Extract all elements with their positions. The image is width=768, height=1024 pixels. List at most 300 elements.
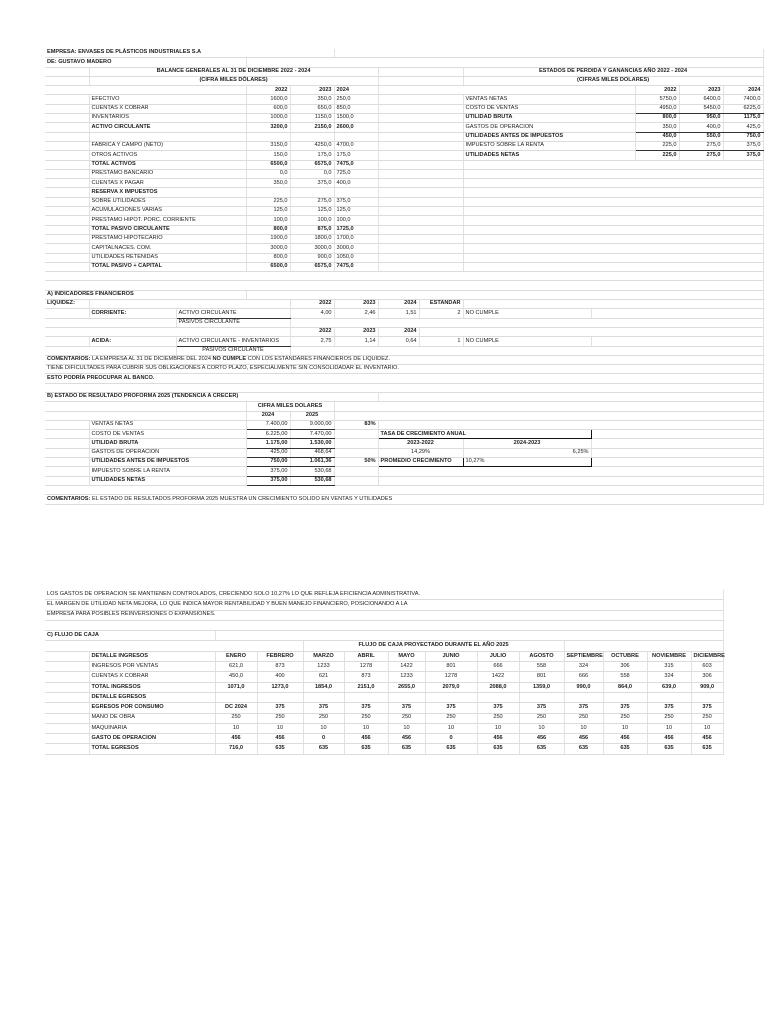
empty-cell — [246, 58, 763, 67]
year-header: 2024 — [334, 86, 378, 95]
balance-value: 6500,0 — [246, 262, 290, 271]
indicator-year: 2024 — [378, 300, 419, 309]
cashflow-value: 2655,0 — [388, 682, 425, 692]
empty-cell — [45, 67, 89, 76]
cashflow-value: 306 — [691, 672, 723, 682]
empty-cell — [45, 448, 89, 457]
income-value: 375,0 — [723, 151, 763, 160]
sheet-row — [45, 151, 763, 160]
empty-cell — [378, 141, 463, 150]
empty-cell — [45, 216, 89, 225]
empty-cell — [45, 485, 763, 494]
balance-label — [89, 132, 246, 141]
balance-value — [290, 132, 334, 141]
empty-cell — [463, 197, 763, 206]
standard-value: 1 — [419, 337, 463, 346]
ratio-value: 0,64 — [378, 337, 419, 346]
cashflow-value: 909,0 — [691, 682, 723, 692]
balance-value — [246, 132, 290, 141]
empty-cell — [378, 179, 463, 188]
empty-cell — [45, 179, 89, 188]
cashflow-value: 1278 — [344, 662, 388, 672]
empty-cell — [45, 141, 89, 150]
cashflow-value: 1359,0 — [519, 682, 564, 692]
cashflow-value: 250 — [477, 713, 519, 723]
sheet-row — [45, 723, 723, 733]
indicators-title: A) INDICADORES FINANCIEROS — [45, 290, 246, 299]
sheet-row — [45, 692, 723, 702]
empty-cell — [45, 402, 246, 411]
empty-cell — [45, 672, 89, 682]
current-ratio-numerator: ACTIVO CIRCULANTE — [176, 309, 290, 318]
empty-cell — [45, 160, 89, 169]
cashflow-value: 375 — [388, 703, 425, 713]
month-header: AGOSTO — [519, 651, 564, 661]
empty-cell — [45, 309, 89, 318]
cashflow-value — [425, 692, 477, 702]
empty-cell — [45, 744, 89, 754]
cashflow-value: 10 — [691, 723, 723, 733]
cashflow-value: 873 — [344, 672, 388, 682]
income-value: 6400,0 — [679, 95, 723, 104]
empty-cell — [591, 430, 763, 439]
balance-label: INVENTARIOS — [89, 114, 246, 123]
cashflow-value: 250 — [257, 713, 303, 723]
cashflow-value: 801 — [425, 662, 477, 672]
sheet-row — [45, 734, 723, 744]
empty-cell — [463, 179, 763, 188]
cashflow-value: 990,0 — [564, 682, 603, 692]
balance-value: 1000,0 — [246, 114, 290, 123]
empty-cell — [378, 262, 463, 271]
cashflow-value: 873 — [257, 662, 303, 672]
empty-cell — [378, 76, 463, 85]
income-value: 275,0 — [679, 151, 723, 160]
sheet-row — [45, 374, 763, 383]
balance-value: 1700,0 — [334, 234, 378, 243]
cashflow-title: C) FLUJO DE CAJA — [45, 631, 215, 641]
cashflow-value — [603, 692, 647, 702]
sheet-row — [45, 281, 763, 290]
sheet-row — [45, 160, 763, 169]
sheet-row — [45, 402, 763, 411]
sheet-row — [45, 346, 763, 355]
cashflow-label: GASTO DE OPERACION — [89, 734, 215, 744]
empty-cell — [45, 318, 176, 327]
cashflow-value: 635 — [303, 744, 344, 754]
empty-cell — [45, 262, 89, 271]
cashflow-value — [691, 692, 723, 702]
cashflow-value: 10 — [257, 723, 303, 733]
proforma-value: 7.470,00 — [290, 430, 334, 439]
cashflow-value: 558 — [603, 672, 647, 682]
empty-cell — [378, 392, 763, 401]
balance-value: 875,0 — [290, 225, 334, 234]
standard-result: NO CUMPLE — [463, 337, 591, 346]
ratio-value: 2,75 — [290, 337, 334, 346]
proforma-label: GASTOS DE OPERACION — [89, 448, 246, 457]
cashflow-value: 558 — [519, 662, 564, 672]
cashflow-value: 10 — [388, 723, 425, 733]
cashflow-value: 635 — [425, 744, 477, 754]
sheet-row — [45, 207, 763, 216]
month-header: FEBRERO — [257, 651, 303, 661]
empty-cell — [378, 123, 463, 132]
sheet-row — [45, 355, 763, 364]
cashflow-value: 375 — [344, 703, 388, 713]
cashflow-value: 10 — [603, 723, 647, 733]
sheet-row — [45, 76, 763, 85]
balance-value: 3000,0 — [290, 244, 334, 253]
empty-cell — [463, 160, 763, 169]
balance-label: TOTAL PASIVO CIRCULANTE — [89, 225, 246, 234]
empty-cell — [45, 692, 89, 702]
cashflow-value — [564, 692, 603, 702]
balance-value: 600,0 — [246, 104, 290, 113]
growth-title: TASA DE CRECIMIENTO ANUAL — [378, 430, 591, 439]
empty-cell — [591, 337, 763, 346]
proforma-label: UTILIDADES NETAS — [89, 476, 246, 485]
cashflow-value: 10 — [344, 723, 388, 733]
year-header: 2023 — [679, 86, 723, 95]
balance-value: 1900,0 — [246, 234, 290, 243]
balance-value: 1600,0 — [246, 95, 290, 104]
balance-value: 6500,0 — [246, 160, 290, 169]
indicator-year: 2023 — [334, 327, 378, 336]
empty-cell — [591, 458, 763, 467]
empty-cell — [246, 290, 763, 299]
cashflow-value: 324 — [564, 662, 603, 672]
cashflow-value: 2088,0 — [477, 682, 519, 692]
comment-text: LA EMPRESA AL 31 DE DICIEMBRE DEL 2024 — [91, 356, 211, 363]
income-value: 1175,0 — [723, 114, 763, 123]
empty-cell — [45, 123, 89, 132]
proforma-year: 2024 — [246, 411, 290, 420]
cashflow-value: 315 — [647, 662, 691, 672]
balance-subtitle: (CIFRA MILES DÓLARES) — [89, 76, 378, 85]
balance-value: 1800,0 — [290, 234, 334, 243]
empty-cell — [45, 151, 89, 160]
month-header: MARZO — [303, 651, 344, 661]
cashflow-value — [388, 692, 425, 702]
avg-growth-value: 10,27% — [463, 458, 591, 467]
cashflow-value: 250 — [388, 713, 425, 723]
cashflow-value: 621,0 — [215, 662, 257, 672]
sheet-row — [45, 703, 723, 713]
balance-value: 3200,0 — [246, 123, 290, 132]
ratio-value: 1,51 — [378, 309, 419, 318]
cashflow-value: 456 — [344, 734, 388, 744]
empty-cell — [45, 327, 290, 336]
balance-value: 7475,0 — [334, 160, 378, 169]
empty-cell — [45, 244, 89, 253]
sheet-row — [45, 420, 763, 429]
sheet-row — [45, 104, 763, 113]
sheet-row — [45, 495, 763, 504]
sheet-row — [45, 430, 763, 439]
empty-cell — [378, 114, 463, 123]
sheet-row — [45, 327, 763, 336]
balance-value: 250,0 — [334, 95, 378, 104]
balance-value: 6575,0 — [290, 160, 334, 169]
sheet-row — [45, 682, 723, 692]
cashflow-value: 10 — [647, 723, 691, 733]
balance-value: 800,0 — [246, 253, 290, 262]
empty-cell — [45, 467, 89, 476]
cashflow-label: TOTAL INGRESOS — [89, 682, 215, 692]
empty-cell — [45, 713, 89, 723]
balance-value: 1500,0 — [334, 114, 378, 123]
proforma-value: 425,00 — [246, 448, 290, 457]
empty-cell — [378, 151, 463, 160]
income-value: 275,0 — [679, 141, 723, 150]
cashflow-value — [519, 692, 564, 702]
empty-cell — [378, 86, 635, 95]
proforma-value: 1.061,36 — [290, 458, 334, 467]
sheet-row — [45, 392, 763, 401]
income-value: 225,0 — [635, 141, 679, 150]
empty-cell — [378, 234, 463, 243]
empty-cell — [378, 95, 463, 104]
cashflow-value: DC 2024 — [215, 703, 257, 713]
balance-value: 850,0 — [334, 104, 378, 113]
sheet-row — [45, 272, 763, 281]
income-value: 425,0 — [723, 123, 763, 132]
indicator-year: 2022 — [290, 300, 334, 309]
balance-value: 900,0 — [290, 253, 334, 262]
empty-cell — [463, 169, 763, 178]
sheet-row — [45, 610, 723, 620]
current-ratio-denominator: PASIVOS CIRCULANTE — [176, 318, 290, 327]
cashflow-value: 635 — [257, 744, 303, 754]
empty-cell — [45, 207, 89, 216]
empty-cell — [45, 169, 89, 178]
month-header: DICIEMBRE — [691, 651, 723, 661]
sheet-row — [45, 290, 763, 299]
empty-cell — [334, 411, 763, 420]
comment-label: COMENTARIOS: — [47, 495, 91, 502]
proforma-label: UTILIDADES ANTES DE IMPUESTOS — [89, 458, 246, 467]
proforma-label: UTILIDAD BRUTA — [89, 439, 246, 448]
sheet-row — [45, 58, 763, 67]
analysis-line: EMPRESA PARA POSIBLES REINVERSIONES O EXPANSIONES. — [45, 610, 723, 620]
balance-value: 1725,0 — [334, 225, 378, 234]
ratio-value: 1,14 — [334, 337, 378, 346]
sheet-row — [45, 95, 763, 104]
cashflow-value: 635 — [564, 744, 603, 754]
balance-value: 2600,0 — [334, 123, 378, 132]
year-header: 2023 — [290, 86, 334, 95]
cashflow-value: 1278 — [425, 672, 477, 682]
cashflow-value: 621 — [303, 672, 344, 682]
growth-period: 2023-2022 — [378, 439, 463, 448]
empty-cell — [334, 402, 763, 411]
year-header: 2024 — [723, 86, 763, 95]
cashflow-value: 10 — [477, 723, 519, 733]
balance-value: 4250,0 — [290, 141, 334, 150]
sheet-row — [45, 216, 763, 225]
proforma-label: VENTAS NETAS — [89, 420, 246, 429]
empty-cell — [45, 458, 89, 467]
cashflow-label: MAQUINARIA — [89, 723, 215, 733]
liquidity-comment — [45, 355, 763, 364]
balance-value: 800,0 — [246, 225, 290, 234]
cashflow-value: 10 — [425, 723, 477, 733]
cashflow-grid — [45, 590, 724, 755]
standard-value: 2 — [419, 309, 463, 318]
cashflow-value — [215, 692, 257, 702]
proforma-value: 6.225,00 — [246, 430, 290, 439]
empty-cell — [45, 620, 723, 630]
growth-value: 14,29% — [378, 448, 463, 457]
sheet-row — [45, 651, 723, 661]
cashflow-value: 456 — [519, 734, 564, 744]
balance-value: 125,0 — [290, 207, 334, 216]
balance-label: CUENTAS X PAGAR — [89, 179, 246, 188]
cashflow-value: 635 — [344, 744, 388, 754]
cashflow-value: 250 — [303, 713, 344, 723]
sheet-row — [45, 620, 723, 630]
empty-cell — [45, 197, 89, 206]
balance-value: 400,0 — [334, 179, 378, 188]
cashflow-value: 250 — [344, 713, 388, 723]
cashflow-value: 0 — [425, 734, 477, 744]
cashflow-value: 306 — [603, 662, 647, 672]
cashflow-value: 375 — [564, 703, 603, 713]
cashflow-value — [344, 692, 388, 702]
empty-cell — [45, 346, 176, 355]
month-header: ABRIL — [344, 651, 388, 661]
empty-cell — [378, 197, 463, 206]
balance-value: 375,0 — [334, 197, 378, 206]
comment-emphasis: NO CUMPLE — [212, 356, 247, 363]
indicator-year: 2022 — [290, 327, 334, 336]
income-subtitle: (CIFRAS MILES DOLARES) — [463, 76, 763, 85]
balance-value: 0,0 — [246, 169, 290, 178]
proforma-value: 9.000,00 — [290, 420, 334, 429]
balance-value: 3150,0 — [246, 141, 290, 150]
sheet-row — [45, 197, 763, 206]
cashflow-value: 0 — [303, 734, 344, 744]
balance-label: ACUMULACIONES VARIAS — [89, 207, 246, 216]
income-label: GASTOS DE OPERACION — [463, 123, 635, 132]
sheet-row — [45, 225, 763, 234]
growth-period: 2024-2023 — [463, 439, 591, 448]
sheet-row — [45, 141, 763, 150]
cashflow-value — [647, 692, 691, 702]
proforma-value: 375,00 — [246, 467, 290, 476]
cashflow-subtitle: FLUJO DE CAJA PROYECTADO DURANTE EL AÑO 2025 — [303, 641, 564, 651]
proforma-percent — [334, 439, 378, 448]
empty-cell — [463, 253, 763, 262]
balance-value: 100,0 — [290, 216, 334, 225]
cashflow-value: 1422 — [477, 672, 519, 682]
cashflow-value: 375 — [603, 703, 647, 713]
income-value: 400,0 — [679, 123, 723, 132]
balance-label: CAPITALNACES. COM. — [89, 244, 246, 253]
cashflow-label: DETALLE EGRESOS — [89, 692, 215, 702]
sheet-row — [45, 337, 763, 346]
sheet-row — [45, 662, 723, 672]
financial-sheet-top — [45, 49, 761, 505]
sheet-row — [45, 114, 763, 123]
income-value: 4950,0 — [635, 104, 679, 113]
company-name: EMPRESA: ENVASES DE PLÁSTICOS INDUSTRIALES S.A — [45, 49, 334, 58]
balance-value: 375,0 — [290, 179, 334, 188]
cashflow-value: 456 — [691, 734, 723, 744]
year-header: 2022 — [246, 86, 290, 95]
empty-cell — [463, 234, 763, 243]
empty-cell — [378, 420, 763, 429]
cashflow-value: 375 — [691, 703, 723, 713]
empty-cell — [378, 253, 463, 262]
sheet-row — [45, 309, 763, 318]
proforma-value: 1.530,00 — [290, 439, 334, 448]
balance-value: 175,0 — [290, 151, 334, 160]
balance-value: 1150,0 — [290, 114, 334, 123]
balance-label: TOTAL PASIVO + CAPITAL — [89, 262, 246, 271]
sheet-row — [45, 411, 763, 420]
empty-cell — [419, 327, 763, 336]
income-value: 550,0 — [679, 132, 723, 141]
cashflow-value: 635 — [603, 744, 647, 754]
sheet-row — [45, 67, 763, 76]
cashflow-value: 1854,0 — [303, 682, 344, 692]
empty-cell — [45, 703, 89, 713]
balance-label: PRESTAMO BANCARIO — [89, 169, 246, 178]
month-header: ENERO — [215, 651, 257, 661]
balance-value: 125,0 — [246, 207, 290, 216]
empty-cell — [378, 207, 463, 216]
cashflow-value: 375 — [257, 703, 303, 713]
balance-value: 2150,0 — [290, 123, 334, 132]
cashflow-value: 10 — [303, 723, 344, 733]
empty-cell — [378, 67, 463, 76]
cashflow-value: 864,0 — [603, 682, 647, 692]
balance-value: 650,0 — [290, 104, 334, 113]
cashflow-value: 456 — [257, 734, 303, 744]
sheet-row — [45, 476, 763, 485]
empty-cell — [45, 383, 763, 392]
empty-cell — [463, 300, 763, 309]
empty-cell — [45, 132, 89, 141]
empty-cell — [45, 114, 89, 123]
cashflow-value: 716,0 — [215, 744, 257, 754]
income-label: UTILIDADES NETAS — [463, 151, 635, 160]
income-label: UTILIDAD BRUTA — [463, 114, 635, 123]
sheet-row — [45, 179, 763, 188]
balance-value — [334, 188, 378, 197]
cashflow-value: 400 — [257, 672, 303, 682]
balance-value — [290, 188, 334, 197]
cashflow-value: 635 — [477, 744, 519, 754]
income-value: 950,0 — [679, 114, 723, 123]
empty-cell — [463, 188, 763, 197]
balance-label: FABRICA Y CAMPO (NETO) — [89, 141, 246, 150]
empty-cell — [45, 337, 89, 346]
empty-cell — [334, 49, 763, 58]
cashflow-value: 635 — [388, 744, 425, 754]
cashflow-value: 450,0 — [215, 672, 257, 682]
liquidity-comment-3: ESTO PODRÍA PREOCUPAR AL BANCO. — [45, 374, 763, 383]
month-header: JUNIO — [425, 651, 477, 661]
cashflow-value: 1422 — [388, 662, 425, 672]
proforma-title: B) ESTADO DE RESULTADO PROFORMA 2025 (TENDENCIA A CRECER) — [45, 392, 378, 401]
cashflow-value: 635 — [691, 744, 723, 754]
cashflow-value: 375 — [519, 703, 564, 713]
sheet-row — [45, 458, 763, 467]
cashflow-value: 603 — [691, 662, 723, 672]
